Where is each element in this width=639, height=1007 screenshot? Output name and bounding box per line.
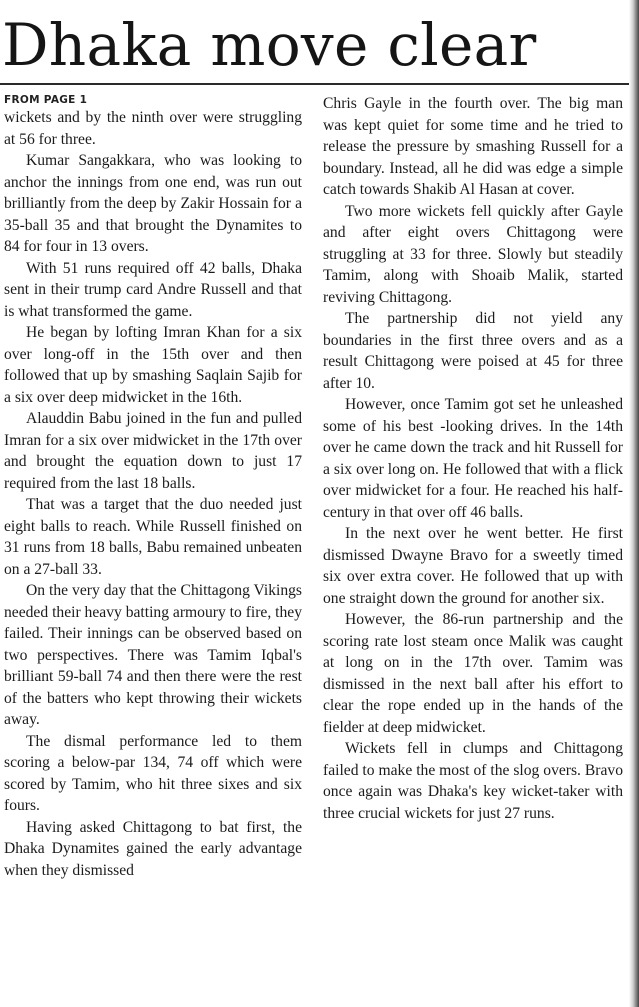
paragraph: Chris Gayle in the fourth over. The big man was kept quiet for some time and he tried to release the pressure by smashing Russell for a boundary. Instead, all he did was edge a simple catch towards Shakib Al Hasan at cover. bbox=[323, 95, 623, 198]
article-column-left bbox=[4, 93, 302, 998]
paragraph: However, the 86-run partnership and the scoring rate lost steam once Malik was caught at long on in the 17th over. Tamim was dismissed in the next ball after his effort to clear the rope ended up in the hands of the fielder at deep midwicket. bbox=[323, 611, 623, 736]
paragraph: On the very day that the Chittagong Vikings needed their heavy batting armoury to fire, they failed. Their innings can be observed based on two perspectives. There was Tamim Iqbal's brilliant 59-ball 74 and then there were the rest of the batters who kept throwing their wickets away. bbox=[4, 582, 302, 728]
paragraph: Alauddin Babu joined in the fun and pulled Imran for a six over midwicket in the 17th over and brought the equation down to just 17 required from the last 18 balls. bbox=[4, 410, 302, 492]
paragraph: Kumar Sangakkara, who was looking to anchor the innings from one end, was run out brilliantly from the deep by Zakir Hossain for a 35-ball 35 and that brought the Dynamites to 84 for four in 13 overs. bbox=[4, 152, 302, 255]
paragraph: wickets and by the ninth over were struggling at 56 for three. bbox=[4, 109, 302, 148]
article-column-right bbox=[323, 93, 623, 998]
headline: Dhaka move clear bbox=[2, 11, 537, 79]
paragraph: He began by lofting Imran Khan for a six over long-off in the 15th over and then followed that up by smashing Saqlain Sajib for a six over deep midwicket in the 16th. bbox=[4, 324, 302, 406]
paragraph: Two more wickets fell quickly after Gayle and after eight overs Chittagong were struggling at 33 for three. Slowly but steadily Tamim, along with Shoaib Malik, started reviving Chittagong. bbox=[323, 202, 623, 306]
paragraph: In the next over he went better. He first dismissed Dwayne Bravo for a sweetly timed six over extra cover. He followed that up with one straight down the ground for another six. bbox=[323, 525, 623, 607]
continuation-kicker: FROM PAGE 1 bbox=[4, 94, 88, 106]
paragraph: The partnership did not yield any boundaries in the first three overs and as a result Chittagong were poised at 45 for three after 10. bbox=[323, 310, 623, 392]
paragraph: The dismal performance led to them scoring a below-par 134, 74 off which were scored by Tamim, who hit three sixes and six fours. bbox=[4, 732, 302, 814]
page-edge-shadow bbox=[629, 0, 639, 1007]
paragraph: That was a target that the duo needed just eight balls to reach. While Russell finished on 31 runs from 18 balls, Babu remained unbeaten on a 27-ball 33. bbox=[4, 496, 302, 578]
paragraph: Having asked Chittagong to bat first, the Dhaka Dynamites gained the early advantage when they dismissed bbox=[4, 818, 302, 879]
headline-rule bbox=[0, 83, 639, 85]
paragraph: However, once Tamim got set he unleashed some of his best -looking drives. In the 14th over he came down the track and hit Russell for a six over long on. He followed that with a flick over midwicket for a four. He reached his half-century in that over off 46 balls. bbox=[323, 396, 623, 521]
paragraph: Wickets fell in clumps and Chittagong failed to make the most of the slog overs. Bravo once again was Dhaka's key wicket-taker with three crucial wickets for just 27 runs. bbox=[323, 740, 623, 822]
paragraph: With 51 runs required off 42 balls, Dhaka sent in their trump card Andre Russell and that is what transformed the game. bbox=[4, 259, 302, 320]
